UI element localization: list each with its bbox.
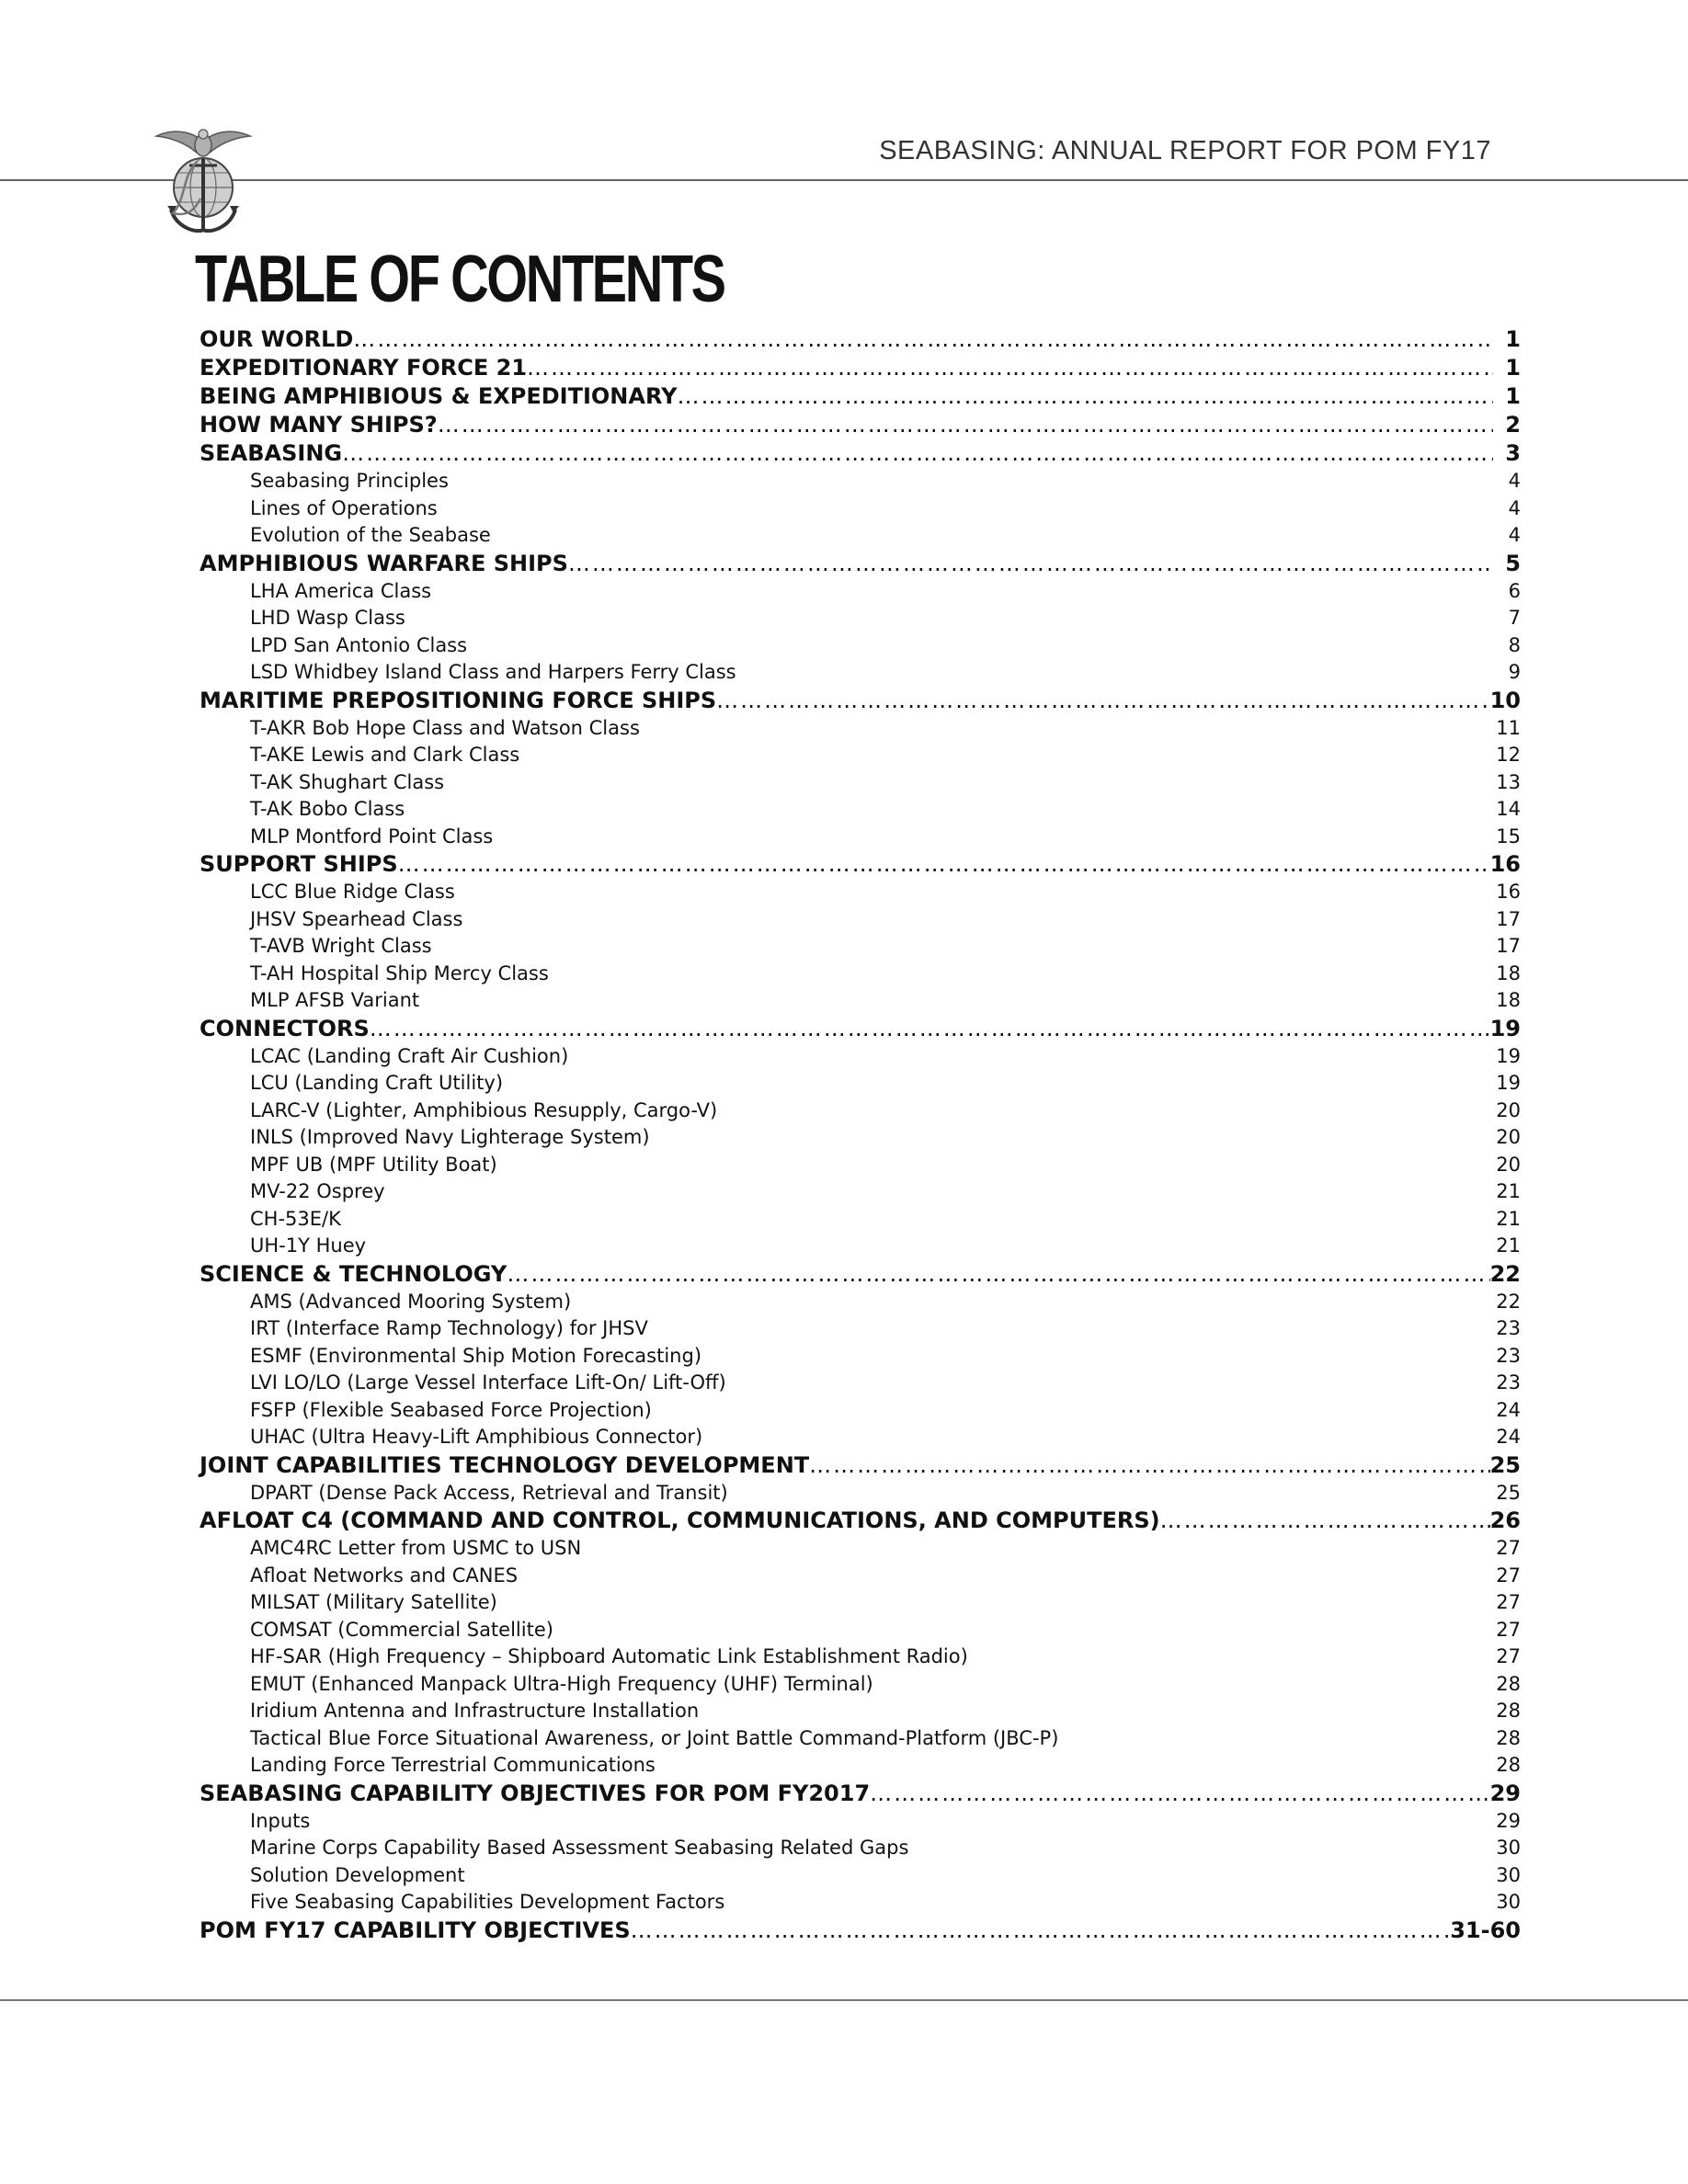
toc-subsection-label: EMUT (Enhanced Manpack Ultra-High Frequency (UHF) Terminal) [250,1672,873,1695]
toc-subsection-label: Solution Development [250,1863,465,1886]
toc-subsection-page: 30 [1496,1837,1521,1859]
toc-section-label: SCIENCE & TECHNOLOGY [200,1260,508,1287]
toc-subsection-label: INLS (Improved Navy Lighterage System) [250,1126,650,1148]
toc-section-label: CONNECTORS [200,1015,370,1041]
toc-subsection-page: 25 [1496,1481,1521,1504]
toc-subsection-label: Seabasing Principles [250,470,449,492]
toc-subsection-page: 17 [1496,907,1521,930]
toc-subsection-label: Evolution of the Seabase [250,524,491,546]
toc-section-label: EXPEDITIONARY FORCE 21 [200,355,528,381]
toc-subsection-row[interactable] [200,1206,1521,1234]
toc-subsection-label: T-AKR Bob Hope Class and Watson Class [250,716,640,739]
toc-subsection-page: 4 [1508,524,1521,546]
toc-subsection-label: JHSV Spearhead Class [250,907,463,930]
toc-subsection-page: 30 [1496,1891,1521,1913]
toc-subsection-page: 13 [1496,770,1521,793]
toc-section-label: AMPHIBIOUS WARFARE SHIPS [200,550,568,576]
toc-subsection-label: ESMF (Environmental Ship Motion Forecasting) [250,1344,702,1367]
toc-subsection-page: 7 [1508,607,1521,629]
toc-section-label: SEABASING [200,440,343,466]
dot-leader [370,1015,1490,1043]
toc-subsection-row[interactable] [200,468,1521,495]
toc-subsection-row[interactable] [200,715,1521,743]
toc-subsection-page: 29 [1496,1809,1521,1832]
toc-subsection-page: 21 [1496,1234,1521,1257]
dot-leader [438,411,1493,439]
dot-leader [1160,1507,1490,1535]
toc-subsection-label: LCAC (Landing Craft Air Cushion) [250,1044,569,1067]
toc-subsection-label: MILSAT (Military Satellite) [250,1591,497,1613]
toc-subsection-row[interactable] [200,1589,1521,1617]
eagle-globe-anchor-emblem-icon [145,121,261,237]
toc-subsection-page: 8 [1508,633,1521,656]
toc-section-label: JOINT CAPABILITIES TECHNOLOGY DEVELOPMENT [200,1451,810,1478]
toc-subsection-label: LHA America Class [250,579,432,602]
toc-section-row[interactable] [200,1780,1521,1808]
toc-subsection-label: Landing Force Terrestrial Communications [250,1754,656,1776]
toc-subsection-label: DPART (Dense Pack Access, Retrieval and Transit) [250,1481,728,1504]
toc-subsection-label: LSD Whidbey Island Class and Harpers Ferry Class [250,661,736,683]
page-title: TABLE OF CONTENTS [195,243,724,316]
toc-subsection-row[interactable] [200,659,1521,687]
toc-section-row[interactable] [200,1507,1521,1535]
dot-leader [678,382,1493,411]
toc-subsection-label: Iridium Antenna and Infrastructure Installation [250,1700,700,1722]
toc-subsection-page: 18 [1496,989,1521,1011]
toc-subsection-page: 9 [1508,661,1521,683]
toc-subsection-page: 24 [1496,1426,1521,1448]
toc-subsection-label: MPF UB (MPF Utility Boat) [250,1153,497,1176]
toc-subsection-page: 23 [1496,1344,1521,1367]
toc-subsection-page: 19 [1496,1044,1521,1067]
toc-section-page: 31-60 [1450,1917,1521,1943]
toc-subsection-label: IRT (Interface Ramp Technology) for JHSV [250,1317,648,1339]
toc-subsection-page: 20 [1496,1126,1521,1148]
table-of-contents [200,325,1521,1945]
toc-section-row[interactable] [200,1015,1521,1043]
toc-subsection-page: 24 [1496,1398,1521,1421]
toc-subsection-label: MV-22 Osprey [250,1180,385,1202]
toc-subsection-row[interactable] [200,987,1521,1015]
toc-section-page: 5 [1505,550,1521,576]
toc-section-page: 1 [1505,326,1521,352]
toc-subsection-label: MLP AFSB Variant [250,989,420,1011]
toc-subsection-page: 16 [1496,881,1521,903]
toc-subsection-row[interactable] [200,1043,1521,1071]
toc-subsection-label: T-AH Hospital Ship Mercy Class [250,961,549,984]
toc-subsection-row[interactable] [200,1178,1521,1206]
toc-section-row[interactable] [200,550,1521,578]
toc-section-page: 29 [1489,1780,1521,1806]
toc-subsection-page: 30 [1496,1863,1521,1886]
toc-subsection-page: 20 [1496,1153,1521,1176]
toc-subsection-row[interactable] [200,1424,1521,1451]
toc-subsection-label: Afloat Networks and CANES [250,1564,519,1587]
toc-subsection-row[interactable] [200,1617,1521,1644]
toc-section-row[interactable] [200,687,1521,715]
toc-subsection-page: 15 [1496,825,1521,847]
toc-subsection-page: 22 [1496,1290,1521,1313]
toc-section-label: AFLOAT C4 (COMMAND AND CONTROL, COMMUNICATIONS, AND COMPUTERS) [200,1507,1160,1533]
toc-section-page: 10 [1489,687,1521,713]
toc-subsection-page: 28 [1496,1726,1521,1749]
toc-subsection-label: LPD San Antonio Class [250,633,468,656]
toc-subsection-page: 11 [1496,716,1521,739]
toc-section-label: SUPPORT SHIPS [200,851,398,877]
toc-subsection-label: UH-1Y Huey [250,1234,367,1257]
toc-subsection-row[interactable] [200,1535,1521,1563]
toc-subsection-label: FSFP (Flexible Seabased Force Projection) [250,1398,652,1421]
dot-leader [527,354,1493,382]
toc-section-page: 1 [1505,383,1521,409]
dot-leader [631,1917,1451,1945]
toc-subsection-label: AMS (Advanced Mooring System) [250,1290,572,1313]
toc-subsection-page: 17 [1496,935,1521,957]
toc-subsection-row[interactable] [200,1889,1521,1917]
toc-subsection-label: COMSAT (Commercial Satellite) [250,1618,553,1641]
toc-subsection-row[interactable] [200,522,1521,550]
toc-section-row[interactable] [200,411,1521,439]
toc-subsection-page: 23 [1496,1317,1521,1339]
footer-divider [0,1999,1688,2001]
toc-subsection-row[interactable] [200,1343,1521,1371]
toc-subsection-page: 4 [1508,496,1521,519]
toc-subsection-label: LARC-V (Lighter, Amphibious Resupply, Cargo-V) [250,1098,718,1121]
toc-subsection-row[interactable] [200,1370,1521,1397]
dot-leader [507,1260,1489,1289]
toc-section-page: 1 [1505,355,1521,381]
toc-subsection-page: 28 [1496,1672,1521,1695]
toc-subsection-row[interactable] [200,1397,1521,1425]
toc-section-row[interactable] [200,850,1521,879]
toc-subsection-label: LCU (Landing Craft Utility) [250,1072,504,1094]
toc-subsection-row[interactable] [200,824,1521,851]
toc-subsection-label: CH-53E/K [250,1207,341,1230]
toc-subsection-page: 27 [1496,1645,1521,1667]
toc-subsection-page: 18 [1496,961,1521,984]
toc-subsection-label: Inputs [250,1809,311,1832]
running-header: SEABASING: ANNUAL REPORT FOR POM FY17 [879,136,1491,165]
toc-subsection-label: LVI LO/LO (Large Vessel Interface Lift-On/ Lift-Off) [250,1371,726,1393]
toc-subsection-label: Lines of Operations [250,496,438,519]
dot-leader [809,1451,1489,1480]
toc-subsection-label: T-AK Shughart Class [250,770,445,793]
toc-subsection-label: AMC4RC Letter from USMC to USN [250,1537,582,1559]
toc-subsection-row[interactable] [200,495,1521,523]
toc-subsection-row[interactable] [200,1862,1521,1890]
toc-subsection-row[interactable] [200,1644,1521,1671]
toc-subsection-label: MLP Montford Point Class [250,825,494,847]
toc-section-row[interactable] [200,382,1521,411]
toc-section-page: 2 [1505,412,1521,438]
toc-subsection-row[interactable] [200,1752,1521,1780]
toc-subsection-row[interactable] [200,1152,1521,1179]
toc-section-row[interactable] [200,439,1521,468]
toc-subsection-page: 20 [1496,1098,1521,1121]
toc-subsection-page: 14 [1496,798,1521,820]
toc-subsection-page: 19 [1496,1072,1521,1094]
toc-subsection-row[interactable] [200,1835,1521,1862]
toc-subsection-row[interactable] [200,933,1521,961]
toc-subsection-row[interactable] [200,605,1521,632]
toc-subsection-row[interactable] [200,1233,1521,1260]
toc-subsection-label: T-AKE Lewis and Clark Class [250,744,520,766]
toc-subsection-label: HF-SAR (High Frequency – Shipboard Automatic Link Establishment Radio) [250,1645,968,1667]
toc-subsection-page: 6 [1508,579,1521,602]
toc-section-row[interactable] [200,1260,1521,1289]
toc-section-page: 26 [1489,1507,1521,1533]
toc-section-row[interactable] [200,1451,1521,1480]
toc-subsection-page: 23 [1496,1371,1521,1393]
toc-subsection-page: 21 [1496,1207,1521,1230]
dot-leader [342,439,1493,468]
toc-subsection-page: 27 [1496,1618,1521,1641]
toc-subsection-row[interactable] [200,742,1521,769]
toc-section-page: 3 [1505,440,1521,466]
toc-subsection-page: 4 [1508,470,1521,492]
toc-subsection-row[interactable] [200,1098,1521,1125]
toc-subsection-row[interactable] [200,632,1521,660]
toc-subsection-page: 28 [1496,1700,1521,1722]
toc-subsection-page: 27 [1496,1537,1521,1559]
toc-subsection-page: 27 [1496,1564,1521,1587]
toc-section-row[interactable] [200,325,1521,354]
toc-subsection-row[interactable] [200,1563,1521,1590]
toc-subsection-row[interactable] [200,1289,1521,1316]
toc-subsection-label: T-AVB Wright Class [250,935,432,957]
toc-subsection-row[interactable] [200,769,1521,797]
dot-leader [353,325,1493,354]
toc-section-page: 22 [1489,1260,1521,1287]
toc-subsection-row[interactable] [200,1808,1521,1836]
toc-section-page: 16 [1489,851,1521,877]
toc-subsection-page: 27 [1496,1591,1521,1613]
toc-subsection-row[interactable] [200,578,1521,606]
toc-subsection-label: Five Seabasing Capabilities Development Factors [250,1891,725,1913]
dot-leader [568,550,1493,578]
toc-section-label: BEING AMPHIBIOUS & EXPEDITIONARY [200,383,678,409]
toc-section-page: 25 [1489,1451,1521,1478]
toc-subsection-row[interactable] [200,879,1521,906]
toc-section-row[interactable] [200,354,1521,382]
toc-subsection-label: UHAC (Ultra Heavy-Lift Amphibious Connector) [250,1426,703,1448]
toc-subsection-row[interactable] [200,796,1521,824]
toc-subsection-row[interactable] [200,1480,1521,1507]
toc-subsection-label: LCC Blue Ridge Class [250,881,455,903]
toc-section-page: 19 [1489,1015,1521,1041]
toc-subsection-page: 21 [1496,1180,1521,1202]
toc-subsection-row[interactable] [200,1315,1521,1343]
toc-subsection-row[interactable] [200,1124,1521,1152]
toc-subsection-row[interactable] [200,906,1521,934]
toc-subsection-label: Marine Corps Capability Based Assessment Seabasing Related Gaps [250,1837,909,1859]
dot-leader [716,687,1489,715]
toc-subsection-label: LHD Wasp Class [250,607,405,629]
toc-subsection-label: T-AK Bobo Class [250,798,405,820]
toc-subsection-row[interactable] [200,1671,1521,1699]
dot-leader [870,1780,1489,1808]
toc-section-label: POM FY17 CAPABILITY OBJECTIVES [200,1917,631,1943]
dot-leader [398,850,1490,879]
toc-subsection-row[interactable] [200,961,1521,988]
toc-subsection-page: 12 [1496,744,1521,766]
toc-subsection-label: Tactical Blue Force Situational Awareness, or Joint Battle Command-Platform (JBC-P) [250,1726,1059,1749]
toc-section-label: HOW MANY SHIPS? [200,412,438,438]
toc-section-label: MARITIME PREPOSITIONING FORCE SHIPS [200,687,717,713]
toc-section-row[interactable] [200,1917,1521,1945]
toc-subsection-row[interactable] [200,1725,1521,1753]
toc-subsection-page: 28 [1496,1754,1521,1776]
toc-section-label: SEABASING CAPABILITY OBJECTIVES FOR POM FY2017 [200,1780,871,1806]
toc-subsection-row[interactable] [200,1698,1521,1725]
toc-subsection-row[interactable] [200,1070,1521,1098]
toc-section-label: OUR WORLD [200,326,354,352]
